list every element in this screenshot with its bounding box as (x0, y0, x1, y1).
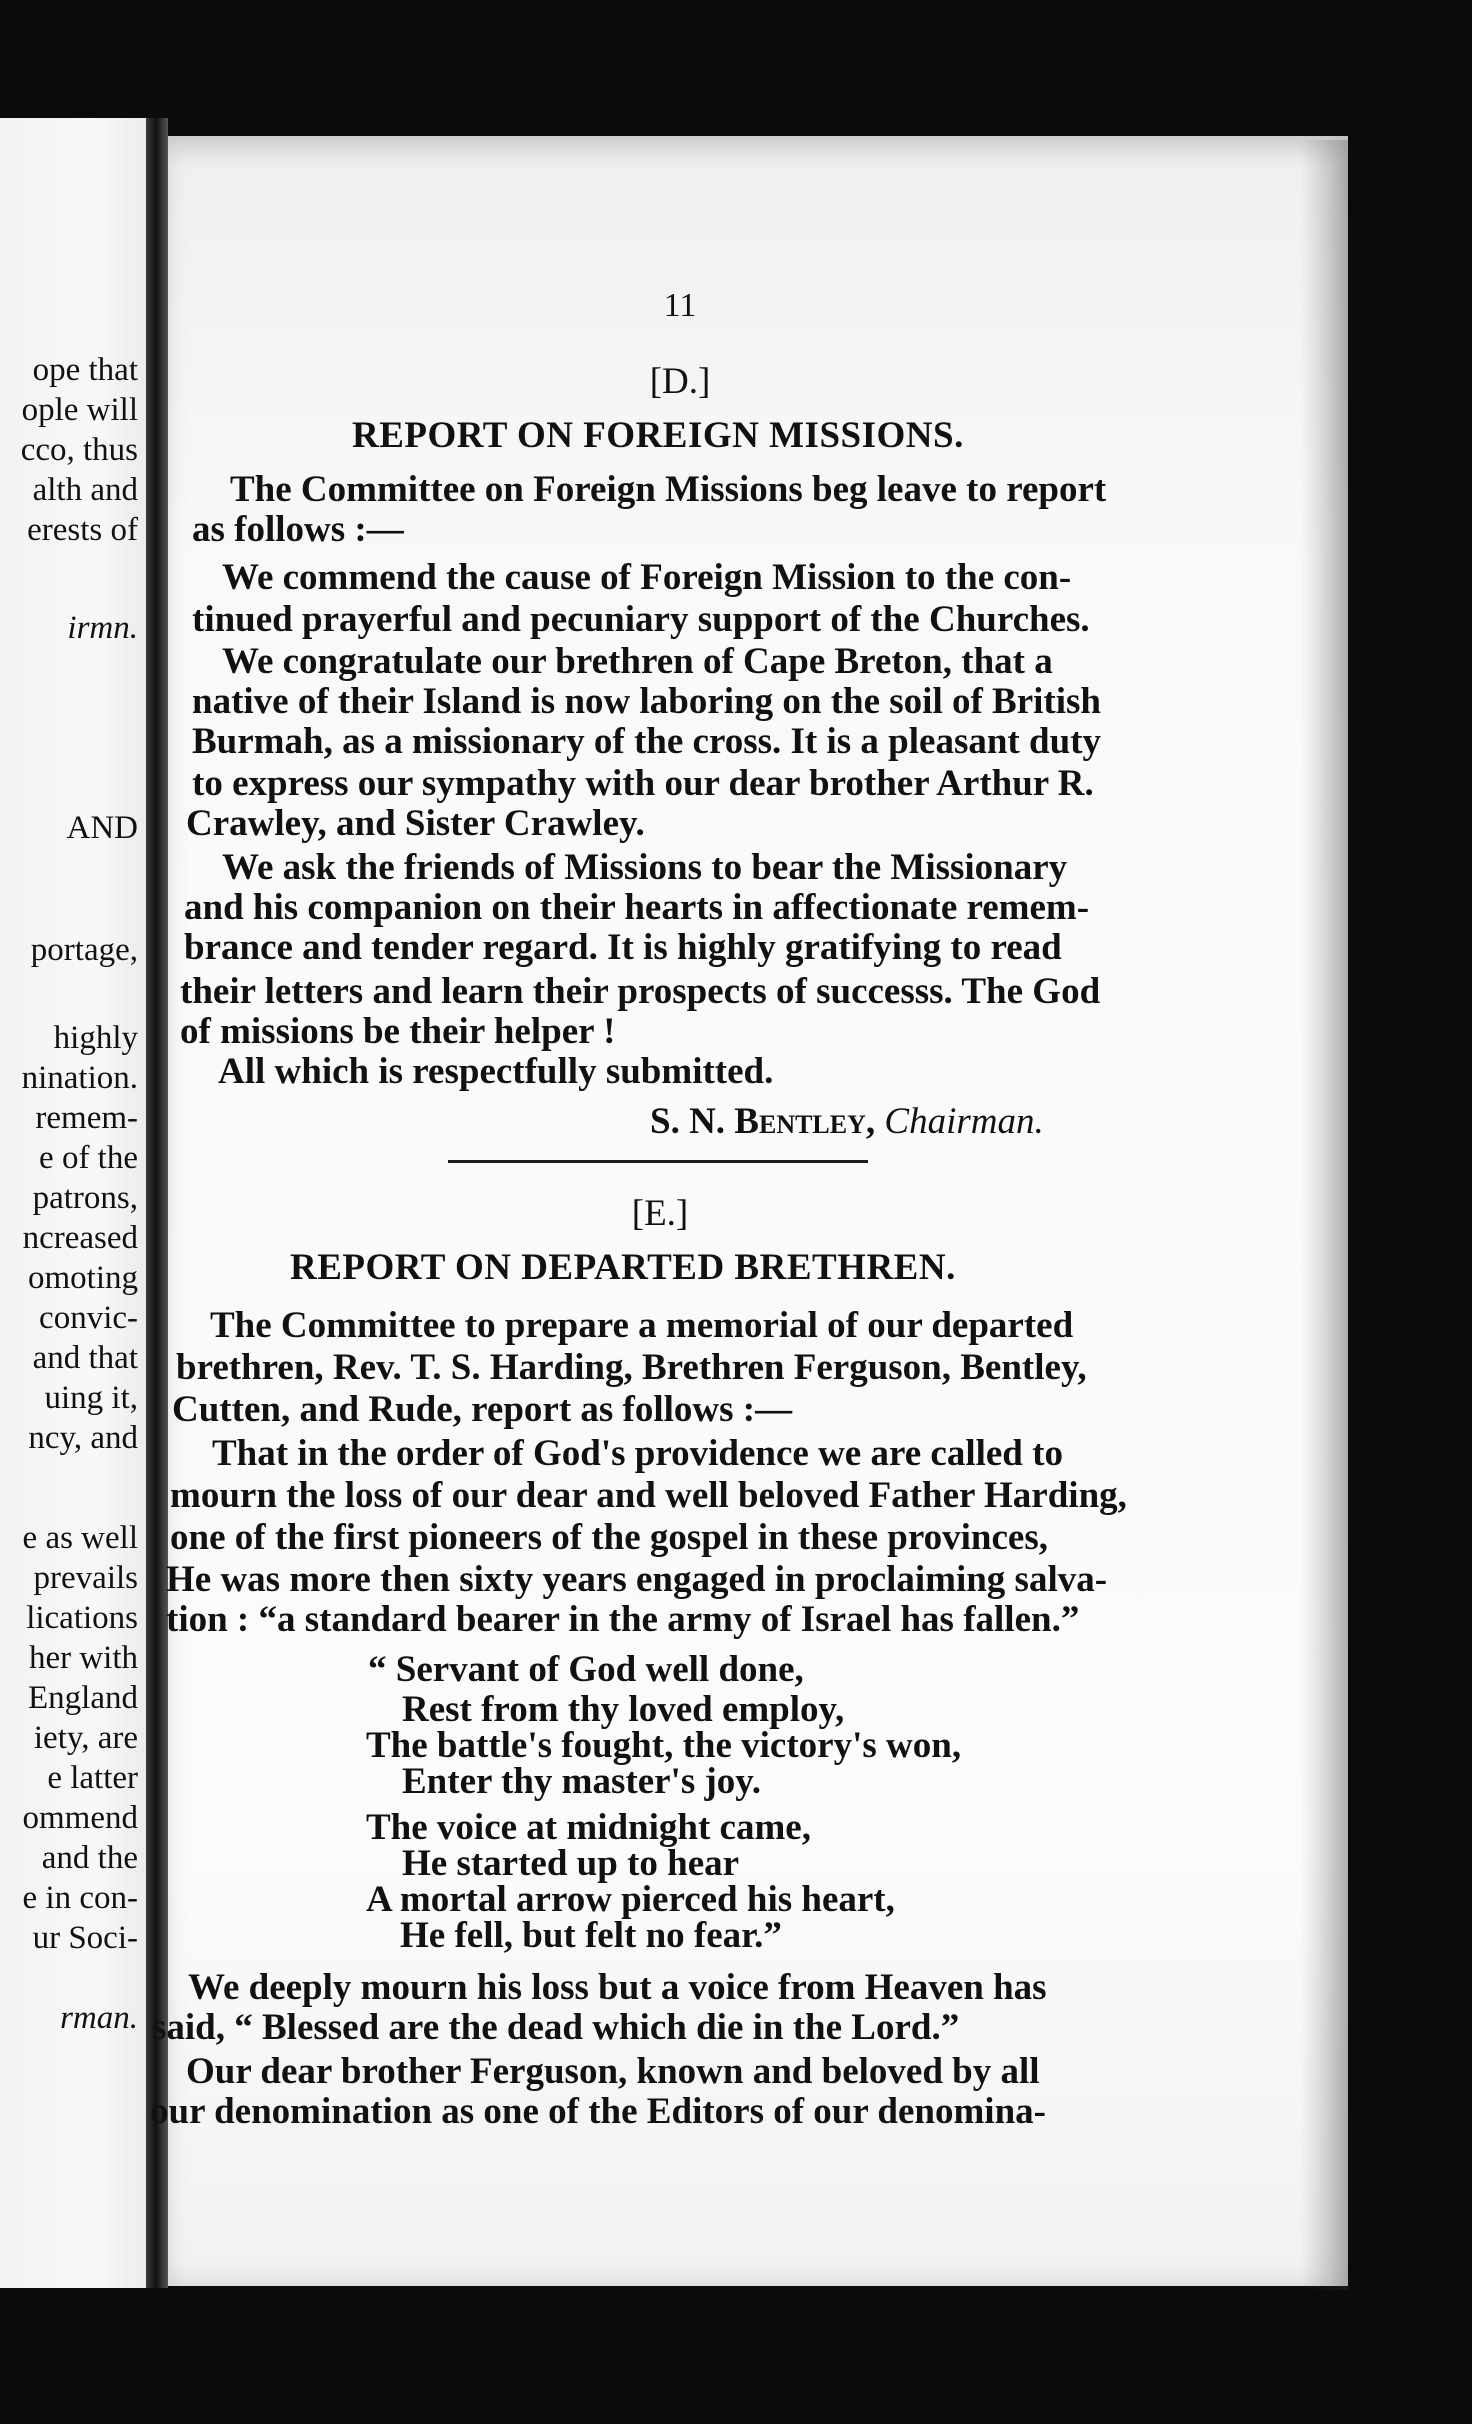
left-page-line: nination. (21, 1060, 138, 1096)
left-page-line: England (28, 1680, 138, 1716)
body-line: brethren, Rev. T. S. Harding, Brethren Ferguson, Bentley, (176, 1347, 1087, 1388)
left-page-line: e of the (39, 1140, 138, 1176)
body-line: We commend the cause of Foreign Mission to the con- (222, 557, 1072, 598)
left-page-line: ncreased (22, 1220, 138, 1256)
left-page-line: e as well (22, 1520, 138, 1556)
left-page-line: alth and (32, 472, 138, 508)
body-line: We deeply mourn his loss but a voice from Heaven has (188, 1967, 1047, 2008)
left-page-line: convic- (39, 1300, 138, 1336)
left-page-line: ope that (32, 352, 138, 388)
body-line: to express our sympathy with our dear brother Arthur R. (192, 763, 1094, 804)
left-page-line: irmn. (67, 610, 138, 646)
body-line: We congratulate our brethren of Cape Breton, that a (222, 641, 1053, 682)
left-page-line: AND (66, 810, 138, 846)
left-page-line: patrons, (32, 1180, 138, 1216)
section-e-title: REPORT ON DEPARTED BRETHREN. (290, 1247, 956, 1288)
body-line: Burmah, as a missionary of the cross. It is a pleasant duty (192, 721, 1101, 762)
page-edge-shadow (1300, 140, 1348, 2290)
left-page-line: remem- (35, 1100, 138, 1136)
poem-line: He fell, but felt no fear.” (400, 1915, 782, 1956)
body-line: native of their Island is now laboring on the soil of British (192, 681, 1102, 722)
body-line: brance and tender regard. It is highly gratifying to read (184, 927, 1062, 968)
body-line: as follows :— (192, 509, 404, 550)
document-page (168, 136, 1348, 2286)
body-line: said, “ Blessed are the dead which die in the Lord.” (152, 2007, 960, 2048)
section-divider (448, 1160, 868, 1163)
body-line: mourn the loss of our dear and well beloved Father Harding, (170, 1475, 1127, 1516)
body-line: our denomination as one of the Editors of our denomina- (150, 2091, 1046, 2132)
poem-line: “ Servant of God well done, (368, 1649, 804, 1690)
left-page-line: her with (28, 1640, 138, 1676)
body-line: Our dear brother Ferguson, known and beloved by all (186, 2051, 1040, 2092)
left-page-line: ommend (22, 1800, 138, 1836)
poem-line: The voice at midnight came, (366, 1807, 811, 1848)
body-line: That in the order of God's providence we are called to (212, 1433, 1063, 1474)
body-line: tion : “a standard bearer in the army of Israel has fallen.” (166, 1599, 1080, 1640)
left-page-line: and that (32, 1340, 138, 1376)
signature (650, 1100, 1044, 1144)
left-page-line: prevails (33, 1560, 138, 1596)
left-page-line: ople will (21, 392, 138, 428)
section-d-label: [D.] (649, 361, 711, 402)
section-d-title: REPORT ON FOREIGN MISSIONS. (352, 415, 964, 456)
body-line: Cutten, and Rude, report as follows :— (172, 1389, 793, 1430)
poem-line: Rest from thy loved employ, (402, 1689, 845, 1730)
body-line: tinued prayerful and pecuniary support of the Churches. (192, 599, 1090, 640)
signature-name: S. N. Bentley, (650, 1101, 876, 1142)
left-page-line: cco, thus (20, 432, 138, 468)
left-page-line: uing it, (44, 1380, 138, 1416)
body-line: and his companion on their hearts in affectionate remem- (184, 887, 1090, 928)
poem-line: He started up to hear (402, 1843, 740, 1884)
book-gutter (146, 118, 168, 2288)
body-line: The Committee on Foreign Missions beg leave to report (230, 469, 1107, 510)
body-line: their letters and learn their prospects of successs. The God (180, 971, 1101, 1012)
poem-line: A mortal arrow pierced his heart, (366, 1879, 895, 1920)
poem-line: Enter thy master's joy. (402, 1761, 761, 1802)
body-line: He was more then sixty years engaged in proclaiming salva- (166, 1559, 1108, 1600)
left-page-line: highly (53, 1020, 138, 1056)
body-line: We ask the friends of Missions to bear the Missionary (222, 847, 1068, 888)
left-page-line: and the (41, 1840, 138, 1876)
body-line: The Committee to prepare a memorial of our departed (210, 1305, 1074, 1346)
left-page-line: rman. (60, 2000, 138, 2036)
left-page-line: e in con- (22, 1880, 138, 1916)
left-page-line: ncy, and (28, 1420, 138, 1456)
left-page-line: lications (26, 1600, 138, 1636)
left-page-fragment (0, 118, 158, 2288)
poem-line: The battle's fought, the victory's won, (366, 1725, 962, 1766)
left-page-line: portage, (30, 932, 138, 968)
left-page-line: iety, are (33, 1720, 138, 1756)
left-page-line: omoting (27, 1260, 138, 1296)
body-line: one of the first pioneers of the gospel in these provinces, (170, 1517, 1048, 1558)
left-page-line: e latter (47, 1760, 138, 1796)
left-page-line: ur Soci- (32, 1920, 138, 1956)
left-page-line: erests of (27, 512, 138, 548)
page-number: 11 (663, 287, 697, 324)
body-line: All which is respectfully submitted. (218, 1051, 774, 1092)
body-line: of missions be their helper ! (180, 1011, 616, 1052)
signature-title: Chairman. (884, 1101, 1044, 1142)
section-e-label: [E.] (631, 1193, 689, 1234)
body-line: Crawley, and Sister Crawley. (186, 803, 645, 844)
